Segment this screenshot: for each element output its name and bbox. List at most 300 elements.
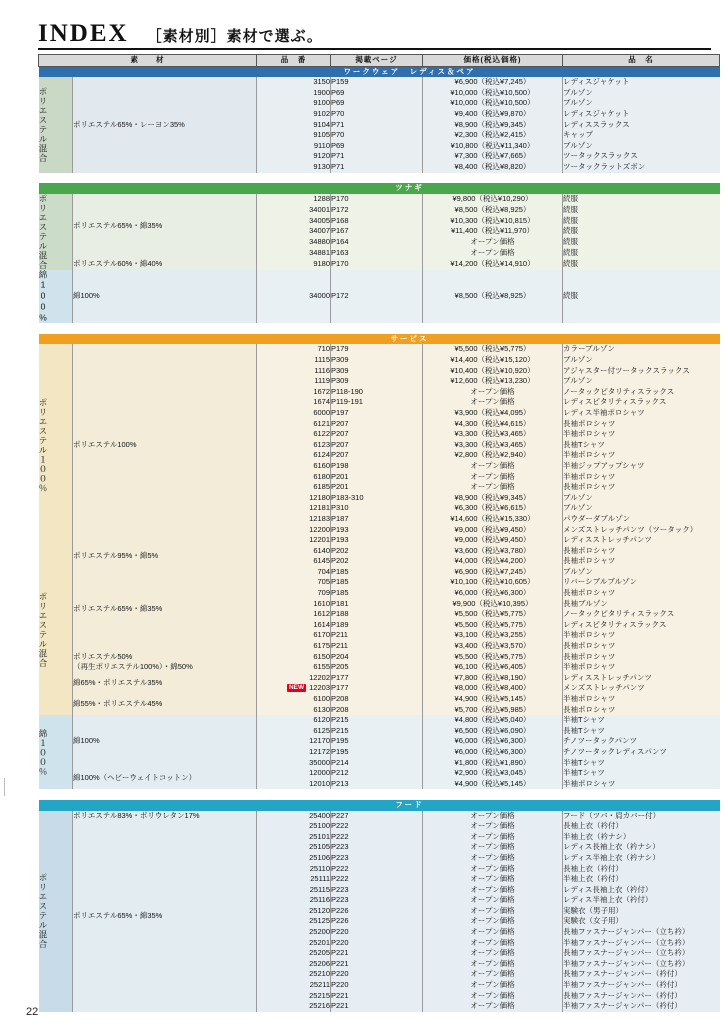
product-name: 半袖ファスナージャンパー（衿付） (563, 1001, 682, 1011)
product-code: 12010 (257, 779, 331, 790)
table-row (39, 344, 720, 355)
catalog-page: P70 (331, 109, 423, 120)
page-edge-tick (4, 778, 5, 796)
catalog-page: P207 (331, 440, 423, 451)
page-header (10, 8, 725, 48)
material-group-label: ポリエステル混合 (39, 77, 73, 172)
product-name: 半袖ポロシャツ (563, 630, 616, 640)
catalog-page: P220 (331, 969, 423, 980)
product-price: オープン価格 (423, 948, 563, 959)
product-name: 長袖ファスナージャンパー（衿付） (563, 990, 682, 1000)
product-name: ブルゾン (563, 355, 593, 364)
material-detail-label: ポリエステル50% （再生ポリエステル100%）・綿50% (73, 652, 257, 673)
index-table (38, 54, 720, 1012)
product-code: 12000 (257, 768, 331, 779)
product-price: ¥9,000（税込¥9,450） (423, 525, 563, 536)
product-code: 6140 (257, 546, 331, 557)
product-code: 6100 (257, 694, 331, 705)
catalog-page: P181 (331, 599, 423, 610)
product-code: 6124 (257, 450, 331, 461)
catalog-page: P185 (331, 588, 423, 599)
product-price: ¥2,300（税込¥2,415） (423, 130, 563, 141)
table-column-header (39, 55, 720, 67)
catalog-page: P207 (331, 429, 423, 440)
table-row (39, 546, 720, 557)
table-row (39, 811, 720, 822)
catalog-page: P220 (331, 938, 423, 949)
catalog-page: P223 (331, 842, 423, 853)
product-price: ¥8,900（税込¥9,345） (423, 493, 563, 504)
product-name: 半袖ジップアップシャツ (563, 460, 645, 470)
product-price: ¥4,300（税込¥4,615） (423, 419, 563, 430)
catalog-page: P195 (331, 747, 423, 758)
product-price: ¥9,400（税込¥9,870） (423, 109, 563, 120)
product-code: 1672 (257, 387, 331, 398)
product-price: ¥10,300（税込¥10,815） (423, 215, 563, 226)
product-name: 続服 (563, 204, 578, 214)
catalog-page: P226 (331, 906, 423, 917)
catalog-page: P310 (331, 503, 423, 514)
product-code: 9120 (257, 151, 331, 162)
section-band-label: サービス (257, 334, 563, 345)
material-detail-label: ポリエステル60%・綿40% (73, 259, 257, 270)
catalog-page: P167 (331, 226, 423, 237)
product-price: オープン価格 (423, 461, 563, 472)
product-name: レディスジャケット (563, 77, 630, 87)
product-price: ¥4,800（税込¥5,040） (423, 715, 563, 726)
product-price: ¥3,300（税込¥3,465） (423, 429, 563, 440)
product-price: オープン価格 (423, 237, 563, 248)
product-name: 続服 (563, 237, 578, 247)
product-price: ¥9,000（税込¥9,450） (423, 535, 563, 546)
product-name: ブルゾン (563, 140, 593, 150)
product-code: 1612 (257, 609, 331, 620)
material-detail-label: ポリエステル100% (73, 344, 257, 545)
product-name: 長袖Tシャツ (563, 725, 605, 735)
product-name: パウダーダブルゾン (563, 513, 631, 523)
product-price: ¥5,500（税込¥5,775） (423, 652, 563, 663)
table-row (39, 567, 720, 578)
product-price: オープン価格 (423, 1001, 563, 1012)
catalog-page: P207 (331, 419, 423, 430)
product-name: 半袖上衣（衿ナシ） (563, 831, 631, 841)
product-name: レディス半袖上衣（衿ナシ） (563, 852, 660, 862)
product-code: 6160 (257, 461, 331, 472)
catalog-page: P222 (331, 821, 423, 832)
product-name: ブルゾン (563, 376, 593, 386)
product-code: 34880 (257, 237, 331, 248)
product-name: レディスピタリティスラックス (563, 619, 667, 629)
product-price: ¥10,400（税込¥10,920） (423, 366, 563, 377)
product-name: ブルゾン (563, 503, 593, 513)
material-detail-label: ポリエステル65%・綿35% (73, 821, 257, 1012)
table-row (39, 194, 720, 205)
product-price: オープン価格 (423, 853, 563, 864)
product-name: レディス長袖上衣（衿付） (563, 884, 653, 894)
catalog-page: P189 (331, 620, 423, 631)
product-name: 続服 (563, 291, 578, 301)
product-price: ¥8,400（税込¥8,820） (423, 162, 563, 173)
table-row (39, 673, 720, 684)
col-page: 掲載ページ (331, 55, 423, 67)
catalog-page: P164 (331, 237, 423, 248)
product-price: ¥8,000（税込¥8,400） (423, 683, 563, 694)
product-code: 25205 (257, 948, 331, 959)
product-price: ¥6,100（税込¥6,405） (423, 662, 563, 673)
product-price: ¥14,400（税込¥15,120） (423, 355, 563, 366)
product-code: 6122 (257, 429, 331, 440)
product-price: オープン価格 (423, 969, 563, 980)
catalog-page: P170 (331, 259, 423, 270)
catalog-page: P201 (331, 472, 423, 483)
product-code: 3150 (257, 77, 331, 88)
catalog-page: P71 (331, 162, 423, 173)
product-code: 6123 (257, 440, 331, 451)
col-name: 品 名 (563, 55, 720, 67)
catalog-page: P201 (331, 482, 423, 493)
material-group-label: 綿100% (39, 270, 73, 324)
product-code: 709 (257, 588, 331, 599)
product-code: 12180 (257, 493, 331, 504)
product-code: 1288 (257, 194, 331, 205)
material-detail-label: ポリエステル95%・綿5% (73, 546, 257, 567)
product-price: ¥10,100（税込¥10,605） (423, 577, 563, 588)
catalog-page: P69 (331, 88, 423, 99)
product-name: レディスジャケット (563, 108, 630, 118)
catalog-page: P223 (331, 895, 423, 906)
product-code: 9130 (257, 162, 331, 173)
catalog-page: P198 (331, 461, 423, 472)
product-code: 25110 (257, 864, 331, 875)
product-code: 705 (257, 577, 331, 588)
catalog-page: P170 (331, 194, 423, 205)
product-price: ¥6,000（税込¥6,300） (423, 736, 563, 747)
product-code: 1614 (257, 620, 331, 631)
catalog-page: P202 (331, 556, 423, 567)
section-band (39, 183, 720, 194)
material-detail-label: ポリエステル65%・レーヨン35% (73, 77, 257, 172)
product-name: 半袖Tシャツ (563, 715, 605, 725)
product-code: 34000 (257, 270, 331, 324)
product-price: ¥5,500（税込¥5,775） (423, 609, 563, 620)
section-band (39, 334, 720, 345)
product-name: 半袖Tシャツ (563, 757, 605, 767)
product-code: 25115 (257, 885, 331, 896)
product-code: 6130 (257, 705, 331, 716)
product-code: 25201 (257, 938, 331, 949)
product-code: 35000 (257, 758, 331, 769)
product-code: 25101 (257, 832, 331, 843)
product-price: ¥5,500（税込¥5,775） (423, 344, 563, 355)
product-price: ¥5,500（税込¥5,775） (423, 620, 563, 631)
catalog-page: P221 (331, 991, 423, 1002)
product-code: 34005 (257, 215, 331, 226)
product-price: ¥3,400（税込¥3,570） (423, 641, 563, 652)
product-price: ¥2,900（税込¥3,045） (423, 768, 563, 779)
catalog-page: P205 (331, 662, 423, 673)
material-detail-label: 綿100% (73, 270, 257, 324)
product-price: ¥6,900（税込¥7,245） (423, 77, 563, 88)
product-price: オープン価格 (423, 397, 563, 408)
product-code: 25215 (257, 991, 331, 1002)
product-code: 25210 (257, 969, 331, 980)
product-price: ¥2,800（税込¥2,940） (423, 450, 563, 461)
product-name: レディスストレッチパンツ (563, 672, 652, 682)
product-name: 長袖ファスナージャンパー（衿付） (563, 969, 682, 979)
product-code: 6150 (257, 652, 331, 663)
catalog-page: P177 (331, 673, 423, 684)
catalog-page: P187 (331, 514, 423, 525)
product-name: 続服 (563, 193, 578, 203)
product-name: メンズストレッチパンツ（ツータック） (563, 524, 698, 534)
product-price: ¥5,700（税込¥5,985） (423, 705, 563, 716)
catalog-page: P172 (331, 205, 423, 216)
catalog-page: P208 (331, 694, 423, 705)
product-name: 続服 (563, 215, 578, 225)
section-spacer (39, 173, 720, 184)
product-name: ツータックラットズボン (563, 161, 646, 171)
product-name: 長袖上衣（衿付） (563, 863, 623, 873)
product-name: 長袖ブルゾン (563, 598, 608, 608)
product-name: 実験衣（女子用） (563, 916, 623, 926)
product-price: ¥3,300（税込¥3,465） (423, 440, 563, 451)
product-price: ¥3,900（税込¥4,095） (423, 408, 563, 419)
catalog-page: P69 (331, 141, 423, 152)
product-price: ¥6,300（税込¥6,615） (423, 503, 563, 514)
section-spacer (39, 789, 720, 800)
product-price: ¥7,300（税込¥7,665） (423, 151, 563, 162)
table-row (39, 77, 720, 88)
material-group-label: 綿１００％ (39, 715, 73, 789)
catalog-page: P188 (331, 609, 423, 620)
table-row (39, 694, 720, 705)
product-name: カラーブルゾン (563, 344, 615, 354)
product-code: 12181 (257, 503, 331, 514)
product-code: 710 (257, 344, 331, 355)
product-price: オープン価格 (423, 874, 563, 885)
product-price: ¥4,000（税込¥4,200） (423, 556, 563, 567)
catalog-page: P215 (331, 726, 423, 737)
catalog-page: P215 (331, 715, 423, 726)
catalog-page: P227 (331, 811, 423, 822)
product-name: ブルゾン (563, 566, 593, 576)
product-code: 1900 (257, 88, 331, 99)
product-price: ¥3,100（税込¥3,255） (423, 630, 563, 641)
product-code: 6121 (257, 419, 331, 430)
product-name: 半袖ファスナージャンパー（立ち衿） (563, 937, 690, 947)
product-code: NEW 12203 (257, 683, 331, 694)
product-price: ¥8,900（税込¥9,345） (423, 120, 563, 131)
catalog-page: P226 (331, 916, 423, 927)
product-price: オープン価格 (423, 864, 563, 875)
catalog-page: P221 (331, 1001, 423, 1012)
section-spacer (39, 323, 720, 334)
catalog-page: P197 (331, 408, 423, 419)
product-code: 9104 (257, 120, 331, 131)
product-name: 続服 (563, 226, 578, 236)
product-name: ブルゾン (563, 492, 593, 502)
product-price: ¥6,500（税込¥6,090） (423, 726, 563, 737)
product-price: オープン価格 (423, 927, 563, 938)
catalog-page: P179 (331, 344, 423, 355)
catalog-page: P211 (331, 630, 423, 641)
product-name: キャップ (563, 130, 593, 140)
product-code: 6125 (257, 726, 331, 737)
catalog-page: P211 (331, 641, 423, 652)
col-price: 価格(税込価格) (423, 55, 563, 67)
page-number: 22 (26, 1006, 39, 1018)
product-name: 半袖ポロシャツ (563, 662, 616, 672)
product-name: ノータックピタリティスラックス (563, 609, 675, 619)
product-code: 6185 (257, 482, 331, 493)
product-price: ¥7,800（税込¥8,190） (423, 673, 563, 684)
catalog-page: P118-190 (331, 387, 423, 398)
col-material: 素 材 (39, 55, 257, 67)
catalog-page: P222 (331, 864, 423, 875)
product-code: 34881 (257, 248, 331, 259)
material-detail-label: ポリエステル83%・ポリウレタン17% (73, 811, 257, 822)
product-price: オープン価格 (423, 811, 563, 822)
catalog-page: P309 (331, 366, 423, 377)
product-price: オープン価格 (423, 387, 563, 398)
product-price: オープン価格 (423, 832, 563, 843)
product-name: 長袖ポロシャツ (563, 641, 616, 651)
product-price: オープン価格 (423, 885, 563, 896)
table-row (39, 821, 720, 832)
product-name: 長袖ポロシャツ (563, 588, 616, 598)
new-badge: NEW (288, 684, 305, 692)
product-name: 長袖ポロシャツ (563, 418, 616, 428)
catalog-page: P204 (331, 652, 423, 663)
product-price: ¥4,900（税込¥5,145） (423, 779, 563, 790)
catalog-page: P223 (331, 853, 423, 864)
catalog-page: P159 (331, 77, 423, 88)
product-code: 34001 (257, 205, 331, 216)
product-name: 半袖ポロシャツ (563, 429, 616, 439)
section-band (39, 66, 720, 77)
product-name: 長袖ファスナージャンパー（立ち衿） (563, 927, 690, 937)
product-name: レディス半袖ポロシャツ (563, 407, 645, 417)
catalog-page: P220 (331, 980, 423, 991)
product-price: オープン価格 (423, 980, 563, 991)
material-detail-label: 綿65%・ポリエステル35% (73, 673, 257, 694)
product-code: 25116 (257, 895, 331, 906)
product-price: ¥11,400（税込¥11,970） (423, 226, 563, 237)
material-group-label: ポリエステル１００％ (39, 344, 73, 545)
product-name: 長袖ポロシャツ (563, 651, 616, 661)
product-price: オープン価格 (423, 959, 563, 970)
col-code: 品 番 (257, 55, 331, 67)
product-price: オープン価格 (423, 938, 563, 949)
catalog-page: P168 (331, 215, 423, 226)
product-price: オープン価格 (423, 842, 563, 853)
product-name: 半袖上衣（衿付） (563, 874, 623, 884)
product-name: ノータックピタリティスラックス (563, 386, 675, 396)
product-price: オープン価格 (423, 991, 563, 1002)
catalog-page: P172 (331, 270, 423, 324)
product-code: 25105 (257, 842, 331, 853)
page-title: INDEX (38, 20, 129, 47)
product-code: 25111 (257, 874, 331, 885)
product-code: 34007 (257, 226, 331, 237)
product-name: 続服 (563, 248, 578, 258)
material-detail-label: 綿100% (73, 715, 257, 768)
catalog-page: P183-310 (331, 493, 423, 504)
product-price: オープン価格 (423, 248, 563, 259)
section-band (39, 800, 720, 811)
product-price: ¥14,200（税込¥14,910） (423, 259, 563, 270)
catalog-page: P309 (331, 376, 423, 387)
catalog-page: P69 (331, 98, 423, 109)
catalog-page: P71 (331, 120, 423, 131)
product-code: 12170 (257, 736, 331, 747)
product-name: レディス長袖上衣（衿ナシ） (563, 842, 660, 852)
catalog-page: P202 (331, 546, 423, 557)
table-row (39, 270, 720, 324)
product-price: オープン価格 (423, 895, 563, 906)
product-price: ¥10,000（税込¥10,500） (423, 98, 563, 109)
product-code: 1119 (257, 376, 331, 387)
product-name: 長袖上衣（衿付） (563, 821, 623, 831)
product-code: 9100 (257, 98, 331, 109)
product-code: 25120 (257, 906, 331, 917)
product-code: 12201 (257, 535, 331, 546)
catalog-index-page (0, 8, 725, 1032)
table-row (39, 652, 720, 663)
product-price: オープン価格 (423, 482, 563, 493)
product-name: リバーシブルブルゾン (563, 577, 638, 587)
product-name: 長袖ポロシャツ (563, 704, 616, 714)
table-row (39, 259, 720, 270)
product-code: 1115 (257, 355, 331, 366)
product-name: レディス半袖上衣（衿付） (563, 895, 653, 905)
product-code: 1610 (257, 599, 331, 610)
product-name: 長袖ファスナージャンパー（立ち衿） (563, 948, 690, 958)
catalog-page: P220 (331, 927, 423, 938)
product-name: 半袖ファスナージャンパー（衿付） (563, 980, 682, 990)
catalog-page: P212 (331, 768, 423, 779)
catalog-page: P185 (331, 567, 423, 578)
product-name: フード（ツバ・肩カバー付） (563, 810, 661, 820)
material-detail-label: ポリエステル65%・綿35% (73, 567, 257, 652)
product-name: 実験衣（男子用） (563, 905, 623, 915)
section-band-label: ワークウェア レディス＆ペア (257, 66, 563, 77)
product-name: チノツータックパンツ (563, 736, 638, 746)
product-price: ¥10,800（税込¥11,340） (423, 141, 563, 152)
product-name: 続服 (563, 258, 578, 268)
product-name: レディスストレッチパンツ (563, 535, 652, 545)
material-detail-label: ポリエステル65%・綿35% (73, 194, 257, 259)
product-code: 6180 (257, 472, 331, 483)
product-code: 704 (257, 567, 331, 578)
product-code: 6145 (257, 556, 331, 567)
product-name: レディスピタリティスラックス (563, 397, 667, 407)
product-name: 半袖ファスナージャンパー（立ち衿） (563, 958, 690, 968)
product-price: オープン価格 (423, 821, 563, 832)
catalog-page: P119-191 (331, 397, 423, 408)
product-code: 9180 (257, 259, 331, 270)
product-code: 25216 (257, 1001, 331, 1012)
catalog-page: P70 (331, 130, 423, 141)
section-band-label: フード (257, 800, 563, 811)
catalog-page: P222 (331, 874, 423, 885)
product-code: 9110 (257, 141, 331, 152)
product-code: 1674 (257, 397, 331, 408)
catalog-page: P193 (331, 525, 423, 536)
product-code: 25125 (257, 916, 331, 927)
catalog-page: P163 (331, 248, 423, 259)
product-price: ¥4,900（税込¥5,145） (423, 694, 563, 705)
